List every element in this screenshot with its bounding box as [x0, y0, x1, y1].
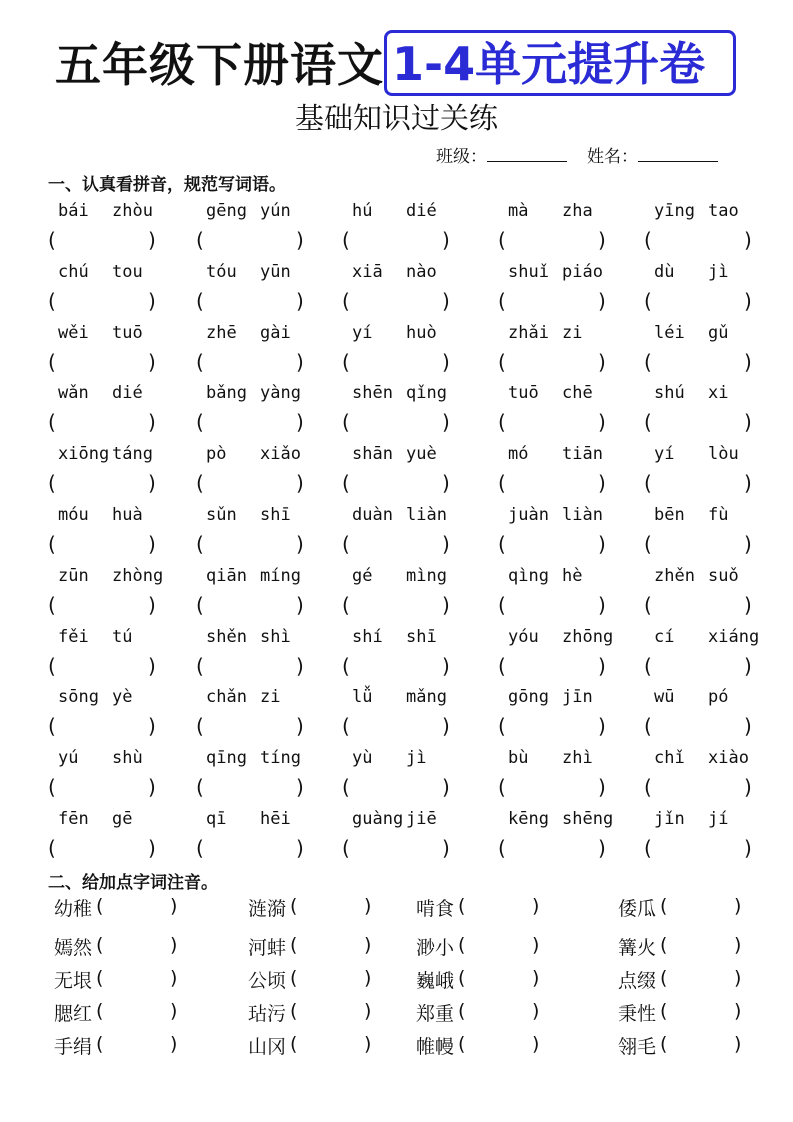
answer-bracket-open[interactable]: ( [498, 288, 506, 313]
answer-bracket-close[interactable]: ) [296, 836, 304, 860]
answer-bracket-open[interactable]: ( [458, 895, 466, 917]
annotation-word: 巍峨 [416, 970, 455, 992]
annotation-word: 手绢 [54, 1036, 93, 1058]
pinyin-syllable: jīn [562, 687, 593, 708]
answer-bracket-open[interactable]: ( [48, 471, 56, 496]
answer-bracket-close[interactable]: ) [734, 895, 742, 917]
answer-bracket-open[interactable]: ( [458, 1000, 466, 1022]
answer-bracket-open[interactable]: ( [342, 471, 350, 496]
answer-bracket-open[interactable]: ( [498, 349, 506, 374]
answer-bracket-close[interactable]: ) [296, 714, 304, 739]
section2-heading: 二、给加点字词注音。 [48, 873, 218, 893]
pinyin-syllable: jì [708, 261, 729, 282]
answer-bracket-close[interactable]: ) [296, 592, 304, 617]
pinyin-syllable: mó [508, 444, 529, 465]
pinyin-syllable: sǔn [206, 505, 237, 525]
pinyin-syllable: jǐn [654, 809, 685, 829]
answer-bracket-close[interactable]: ) [532, 895, 540, 917]
answer-bracket-open[interactable]: ( [644, 288, 652, 313]
answer-bracket-close[interactable]: ) [734, 934, 742, 956]
answer-bracket-open[interactable]: ( [498, 714, 506, 739]
answer-bracket-open[interactable]: ( [644, 532, 652, 556]
pinyin-syllable: yí [352, 322, 373, 343]
pinyin-syllable: qìng [508, 565, 549, 586]
answer-bracket-open[interactable]: ( [644, 775, 652, 800]
annotation-word: 啃食 [416, 898, 455, 920]
answer-bracket-open[interactable]: ( [96, 1000, 104, 1022]
answer-bracket-open[interactable]: ( [644, 714, 652, 739]
pinyin-syllable: juàn [508, 505, 549, 525]
pinyin-syllable: móu [58, 505, 89, 525]
answer-bracket-close[interactable]: ) [296, 775, 304, 800]
answer-bracket-open[interactable]: ( [498, 532, 506, 556]
pinyin-syllable: xiōng [58, 444, 110, 465]
pinyin-syllable: fěi [58, 626, 89, 647]
class-blank[interactable] [487, 145, 567, 162]
answer-bracket-close[interactable]: ) [148, 714, 156, 739]
pinyin-syllable: kēng [508, 809, 549, 829]
pinyin-syllable: yàng [260, 383, 301, 404]
pinyin-syllable: wū [654, 687, 675, 708]
answer-bracket-close[interactable]: ) [442, 714, 450, 739]
answer-bracket-open[interactable]: ( [290, 895, 298, 917]
pinyin-syllable: shēng [562, 809, 614, 829]
answer-bracket-close[interactable]: ) [364, 967, 372, 989]
answer-bracket-close[interactable]: ) [744, 228, 752, 252]
pinyin-syllable: gǔ [708, 322, 729, 343]
answer-bracket-close[interactable]: ) [296, 410, 304, 435]
answer-bracket-close[interactable]: ) [296, 228, 304, 252]
pinyin-syllable: shí [352, 626, 383, 647]
answer-bracket-close[interactable]: ) [598, 532, 606, 556]
answer-bracket-open[interactable]: ( [660, 895, 668, 917]
annotation-word: 秉性 [618, 1003, 657, 1025]
pinyin-syllable: fù [708, 505, 729, 525]
pinyin-syllable: shuǐ [508, 261, 549, 282]
pinyin-syllable: zha [562, 201, 593, 221]
title-highlight: 1-4单元提升卷 [392, 37, 706, 91]
annotation-word: 倭瓜 [618, 898, 657, 920]
pinyin-syllable: suǒ [708, 565, 739, 586]
pinyin-syllable: sōng [58, 687, 99, 708]
answer-bracket-close[interactable]: ) [296, 471, 304, 496]
answer-bracket-close[interactable]: ) [148, 592, 156, 617]
answer-bracket-close[interactable]: ) [598, 228, 606, 252]
answer-bracket-close[interactable]: ) [744, 714, 752, 739]
pinyin-syllable: xiào [708, 748, 749, 769]
answer-bracket-open[interactable]: ( [458, 1033, 466, 1055]
pinyin-syllable: tóu [206, 261, 237, 282]
answer-bracket-open[interactable]: ( [660, 934, 668, 956]
pinyin-syllable: yú [58, 748, 79, 769]
student-info [436, 142, 738, 167]
answer-bracket-open[interactable]: ( [196, 410, 204, 435]
answer-bracket-close[interactable]: ) [598, 836, 606, 860]
pinyin-syllable: yún [260, 201, 291, 221]
answer-bracket-open[interactable]: ( [342, 532, 350, 556]
annotation-word: 幼稚 [54, 898, 93, 920]
answer-bracket-close[interactable]: ) [170, 1033, 178, 1055]
answer-bracket-close[interactable]: ) [296, 349, 304, 374]
pinyin-syllable: yuè [406, 444, 437, 465]
answer-bracket-close[interactable]: ) [170, 967, 178, 989]
answer-bracket-close[interactable]: ) [296, 532, 304, 556]
pinyin-syllable: qiān [206, 565, 247, 586]
answer-bracket-close[interactable]: ) [598, 653, 606, 678]
pinyin-syllable: yí [654, 444, 675, 465]
pinyin-syllable: yù [352, 748, 373, 769]
pinyin-syllable: dié [112, 383, 143, 404]
annotation-word: 腮红 [54, 1003, 93, 1025]
answer-bracket-open[interactable]: ( [644, 471, 652, 496]
pinyin-syllable: duàn [352, 505, 393, 525]
pinyin-syllable: hú [352, 201, 373, 221]
pinyin-syllable: gài [260, 322, 291, 343]
annotation-word: 无垠 [54, 970, 93, 992]
answer-bracket-open[interactable]: ( [342, 592, 350, 617]
pinyin-syllable: lǚ [352, 687, 373, 708]
pinyin-syllable: shú [654, 383, 685, 404]
answer-bracket-open[interactable]: ( [342, 349, 350, 374]
pinyin-syllable: zhì [562, 748, 593, 769]
answer-bracket-open[interactable]: ( [290, 934, 298, 956]
answer-bracket-open[interactable]: ( [96, 1033, 104, 1055]
answer-bracket-close[interactable]: ) [148, 775, 156, 800]
answer-bracket-close[interactable]: ) [598, 349, 606, 374]
pinyin-syllable: xiáng [708, 626, 760, 647]
answer-bracket-open[interactable]: ( [342, 714, 350, 739]
annotation-word: 翎毛 [618, 1036, 657, 1058]
pinyin-syllable: zhōng [562, 626, 614, 647]
answer-bracket-open[interactable]: ( [48, 532, 56, 556]
pinyin-syllable: gé [352, 565, 373, 586]
pinyin-syllable: míng [260, 565, 301, 586]
answer-bracket-close[interactable]: ) [744, 592, 752, 617]
pinyin-syllable: qī [206, 809, 227, 829]
pinyin-syllable: gē [112, 809, 133, 829]
answer-bracket-close[interactable]: ) [598, 288, 606, 313]
pinyin-syllable: liàn [562, 505, 603, 525]
answer-bracket-open[interactable]: ( [342, 836, 350, 860]
answer-bracket-open[interactable]: ( [48, 410, 56, 435]
pinyin-syllable: shì [260, 626, 291, 647]
annotation-word: 点缀 [618, 970, 657, 992]
pinyin-syllable: tuō [508, 383, 539, 404]
pinyin-syllable: huà [112, 505, 143, 525]
answer-bracket-open[interactable]: ( [96, 934, 104, 956]
answer-bracket-close[interactable]: ) [442, 592, 450, 617]
answer-bracket-open[interactable]: ( [498, 836, 506, 860]
answer-bracket-close[interactable]: ) [442, 836, 450, 860]
answer-bracket-open[interactable]: ( [196, 775, 204, 800]
answer-bracket-close[interactable]: ) [598, 410, 606, 435]
answer-bracket-close[interactable]: ) [148, 836, 156, 860]
answer-bracket-open[interactable]: ( [644, 349, 652, 374]
pinyin-syllable: wǎn [58, 383, 89, 404]
answer-bracket-open[interactable]: ( [196, 592, 204, 617]
answer-bracket-open[interactable]: ( [498, 653, 506, 678]
annotation-word: 郑重 [416, 1003, 455, 1025]
answer-bracket-close[interactable]: ) [744, 288, 752, 313]
pinyin-syllable: chǎn [206, 687, 247, 708]
pinyin-syllable: jí [708, 809, 729, 829]
pinyin-syllable: liàn [406, 505, 447, 525]
answer-bracket-close[interactable]: ) [148, 228, 156, 252]
pinyin-syllable: tíng [260, 748, 301, 769]
pinyin-syllable: xiǎo [260, 444, 301, 465]
pinyin-syllable: shù [112, 748, 143, 769]
annotation-word: 帷幔 [416, 1036, 455, 1058]
pinyin-syllable: tú [112, 626, 133, 647]
answer-bracket-close[interactable]: ) [744, 836, 752, 860]
pinyin-syllable: qīng [206, 748, 247, 769]
answer-bracket-open[interactable]: ( [644, 592, 652, 617]
answer-bracket-open[interactable]: ( [498, 410, 506, 435]
answer-bracket-open[interactable]: ( [342, 653, 350, 678]
answer-bracket-open[interactable]: ( [196, 714, 204, 739]
answer-bracket-open[interactable]: ( [48, 349, 56, 374]
answer-bracket-close[interactable]: ) [734, 967, 742, 989]
pinyin-syllable: piáo [562, 261, 603, 282]
answer-bracket-close[interactable]: ) [744, 532, 752, 556]
pinyin-syllable: zhē [206, 322, 237, 343]
answer-bracket-open[interactable]: ( [644, 410, 652, 435]
answer-bracket-close[interactable]: ) [532, 934, 540, 956]
answer-bracket-close[interactable]: ) [598, 714, 606, 739]
pinyin-syllable: tou [112, 261, 143, 282]
pinyin-syllable: zi [562, 322, 583, 343]
pinyin-syllable: xi [708, 383, 729, 404]
pinyin-syllable: táng [112, 444, 153, 465]
answer-bracket-close[interactable]: ) [442, 349, 450, 374]
answer-bracket-open[interactable]: ( [342, 288, 350, 313]
pinyin-syllable: lòu [708, 444, 739, 465]
pinyin-syllable: bái [58, 201, 89, 221]
answer-bracket-close[interactable]: ) [442, 228, 450, 252]
answer-bracket-open[interactable]: ( [342, 410, 350, 435]
answer-bracket-close[interactable]: ) [442, 653, 450, 678]
annotation-word: 嫣然 [54, 937, 93, 959]
pinyin-syllable: yūn [260, 261, 291, 282]
answer-bracket-open[interactable]: ( [342, 228, 350, 252]
answer-bracket-open[interactable]: ( [458, 967, 466, 989]
answer-bracket-open[interactable]: ( [196, 349, 204, 374]
pinyin-syllable: huò [406, 322, 437, 343]
pinyin-syllable: tiān [562, 444, 603, 465]
answer-bracket-close[interactable]: ) [744, 349, 752, 374]
pinyin-syllable: zūn [58, 565, 89, 586]
answer-bracket-open[interactable]: ( [342, 775, 350, 800]
pinyin-syllable: qǐng [406, 383, 447, 404]
annotation-word: 河蚌 [248, 937, 287, 959]
pinyin-syllable: tuō [112, 322, 143, 343]
answer-bracket-open[interactable]: ( [196, 288, 204, 313]
answer-bracket-open[interactable]: ( [498, 775, 506, 800]
answer-bracket-close[interactable]: ) [442, 471, 450, 496]
pinyin-syllable: yīng [654, 201, 695, 221]
pinyin-syllable: dié [406, 201, 437, 221]
pinyin-syllable: cí [654, 626, 675, 647]
answer-bracket-close[interactable]: ) [744, 410, 752, 435]
answer-bracket-open[interactable]: ( [196, 228, 204, 252]
answer-bracket-close[interactable]: ) [442, 532, 450, 556]
pinyin-syllable: pò [206, 444, 227, 465]
answer-bracket-close[interactable]: ) [148, 471, 156, 496]
answer-bracket-close[interactable]: ) [364, 934, 372, 956]
answer-bracket-open[interactable]: ( [660, 1033, 668, 1055]
pinyin-syllable: gēng [206, 201, 247, 221]
answer-bracket-close[interactable]: ) [148, 288, 156, 313]
answer-bracket-close[interactable]: ) [532, 1000, 540, 1022]
answer-bracket-open[interactable]: ( [498, 471, 506, 496]
pinyin-syllable: mǎng [406, 687, 447, 708]
answer-bracket-close[interactable]: ) [532, 967, 540, 989]
answer-bracket-close[interactable]: ) [296, 653, 304, 678]
pinyin-syllable: tao [708, 201, 739, 221]
pinyin-syllable: gōng [508, 687, 549, 708]
pinyin-syllable: chǐ [654, 748, 685, 769]
answer-bracket-close[interactable]: ) [170, 934, 178, 956]
annotation-word: 篝火 [618, 937, 657, 959]
answer-bracket-open[interactable]: ( [196, 532, 204, 556]
answer-bracket-open[interactable]: ( [96, 895, 104, 917]
pinyin-syllable: chú [58, 261, 89, 282]
pinyin-syllable: shēn [352, 383, 393, 404]
answer-bracket-open[interactable]: ( [290, 967, 298, 989]
pinyin-syllable: pó [708, 687, 729, 708]
answer-bracket-open[interactable]: ( [660, 1000, 668, 1022]
answer-bracket-open[interactable]: ( [48, 228, 56, 252]
pinyin-syllable: zhěn [654, 565, 695, 586]
pinyin-syllable: guàng [352, 809, 404, 829]
answer-bracket-open[interactable]: ( [48, 653, 56, 678]
answer-bracket-open[interactable]: ( [48, 714, 56, 739]
answer-bracket-close[interactable]: ) [148, 653, 156, 678]
pinyin-syllable: zhòng [112, 565, 164, 586]
answer-bracket-open[interactable]: ( [458, 934, 466, 956]
pinyin-syllable: bǎng [206, 383, 247, 404]
pinyin-syllable: hè [562, 565, 583, 586]
answer-bracket-close[interactable]: ) [532, 1033, 540, 1055]
name-blank[interactable] [638, 145, 718, 162]
answer-bracket-close[interactable]: ) [442, 288, 450, 313]
answer-bracket-close[interactable]: ) [744, 471, 752, 496]
class-label: 班级： [436, 147, 487, 167]
answer-bracket-open[interactable]: ( [196, 471, 204, 496]
answer-bracket-close[interactable]: ) [364, 1000, 372, 1022]
annotation-word: 渺小 [416, 937, 455, 959]
pinyin-syllable: dù [654, 261, 675, 282]
answer-bracket-open[interactable]: ( [96, 967, 104, 989]
pinyin-syllable: shān [352, 444, 393, 465]
pinyin-syllable: wěi [58, 322, 89, 343]
answer-bracket-close[interactable]: ) [364, 895, 372, 917]
answer-bracket-close[interactable]: ) [598, 775, 606, 800]
pinyin-syllable: léi [654, 322, 685, 343]
pinyin-syllable: yóu [508, 626, 539, 647]
answer-bracket-open[interactable]: ( [196, 653, 204, 678]
pinyin-syllable: zhǎi [508, 322, 549, 343]
pinyin-syllable: jiē [406, 809, 437, 829]
pinyin-syllable: fēn [58, 809, 89, 829]
answer-bracket-close[interactable]: ) [442, 775, 450, 800]
answer-bracket-open[interactable]: ( [498, 228, 506, 252]
answer-bracket-open[interactable]: ( [290, 1033, 298, 1055]
answer-bracket-close[interactable]: ) [442, 410, 450, 435]
annotation-word: 涟漪 [248, 898, 287, 920]
answer-bracket-open[interactable]: ( [290, 1000, 298, 1022]
answer-bracket-close[interactable]: ) [364, 1033, 372, 1055]
pinyin-syllable: zi [260, 687, 281, 708]
section1-heading: 一、认真看拼音，规范写词语。 [48, 175, 286, 195]
answer-bracket-close[interactable]: ) [734, 1000, 742, 1022]
pinyin-syllable: mìng [406, 565, 447, 586]
answer-bracket-close[interactable]: ) [148, 349, 156, 374]
pinyin-syllable: chē [562, 383, 593, 404]
pinyin-syllable: bēn [654, 505, 685, 525]
page-title: 五年级下册语文 [55, 38, 384, 92]
answer-bracket-close[interactable]: ) [598, 592, 606, 617]
title-highlight-box [384, 30, 736, 96]
answer-bracket-close[interactable]: ) [744, 775, 752, 800]
answer-bracket-open[interactable]: ( [660, 967, 668, 989]
annotation-word: 山冈 [248, 1036, 287, 1058]
name-label: 姓名： [587, 147, 638, 167]
pinyin-syllable: xiā [352, 261, 383, 282]
answer-bracket-close[interactable]: ) [744, 653, 752, 678]
answer-bracket-close[interactable]: ) [148, 532, 156, 556]
answer-bracket-open[interactable]: ( [48, 836, 56, 860]
answer-bracket-close[interactable]: ) [598, 471, 606, 496]
answer-bracket-open[interactable]: ( [644, 836, 652, 860]
answer-bracket-open[interactable]: ( [196, 836, 204, 860]
pinyin-syllable: shěn [206, 626, 247, 647]
answer-bracket-close[interactable]: ) [148, 410, 156, 435]
pinyin-syllable: shī [406, 626, 437, 647]
annotation-word: 玷污 [248, 1003, 287, 1025]
pinyin-syllable: shī [260, 505, 291, 525]
answer-bracket-open[interactable]: ( [498, 592, 506, 617]
answer-bracket-close[interactable]: ) [170, 1000, 178, 1022]
annotation-word: 公顷 [248, 970, 287, 992]
answer-bracket-open[interactable]: ( [48, 592, 56, 617]
pinyin-syllable: nào [406, 261, 437, 282]
answer-bracket-close[interactable]: ) [734, 1033, 742, 1055]
pinyin-syllable: hēi [260, 809, 291, 829]
pinyin-syllable: bù [508, 748, 529, 769]
answer-bracket-open[interactable]: ( [644, 653, 652, 678]
answer-bracket-open[interactable]: ( [48, 288, 56, 313]
pinyin-syllable: zhòu [112, 201, 153, 221]
pinyin-syllable: yè [112, 687, 133, 708]
pinyin-syllable: mà [508, 201, 529, 221]
answer-bracket-open[interactable]: ( [644, 228, 652, 252]
answer-bracket-close[interactable]: ) [296, 288, 304, 313]
answer-bracket-close[interactable]: ) [170, 895, 178, 917]
answer-bracket-open[interactable]: ( [48, 775, 56, 800]
pinyin-syllable: jì [406, 748, 427, 769]
page-subtitle: 基础知识过关练 [294, 101, 498, 135]
